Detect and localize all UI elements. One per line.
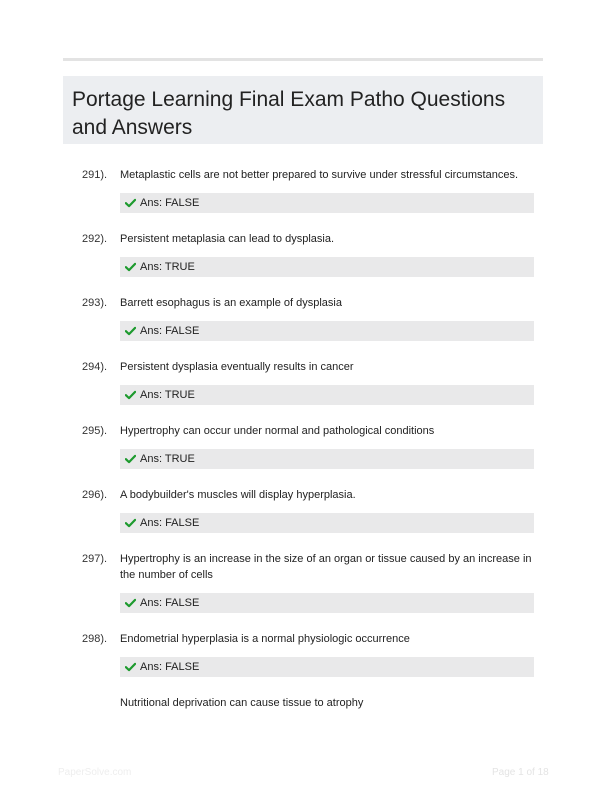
question-row (63, 631, 543, 647)
footer-page-number: Page 1 of 18 (492, 767, 549, 778)
question-number: 295). (82, 425, 108, 437)
question-item (63, 295, 543, 341)
checkmark-icon (125, 326, 136, 336)
answer-text: Ans: FALSE (140, 517, 200, 529)
answer-box (120, 257, 534, 277)
question-text: Endometrial hyperplasia is a normal physiologic occurrence (120, 633, 410, 645)
checkmark-icon (125, 662, 136, 672)
question-text: Metaplastic cells are not better prepared to survive under stressful circumstances. (120, 169, 519, 181)
answer-box (120, 449, 534, 469)
question-row (63, 359, 543, 375)
question-number: 291). (82, 169, 108, 181)
answer-box (120, 513, 534, 533)
answer-text: Ans: FALSE (140, 661, 200, 673)
answer-box (120, 193, 534, 213)
question-item (63, 631, 543, 677)
question-text: Barrett esophagus is an example of dysplasia (120, 297, 342, 309)
checkmark-icon (125, 390, 136, 400)
question-text: Persistent dysplasia eventually results in cancer (120, 361, 354, 373)
checkmark-icon (125, 198, 136, 208)
question-item (63, 551, 543, 613)
top-divider (63, 58, 543, 61)
question-item (63, 231, 543, 277)
next-question-text: Nutritional deprivation can cause tissue to atrophy (120, 697, 364, 709)
question-number: 294). (82, 361, 108, 373)
question-text: Persistent metaplasia can lead to dysplasia. (120, 233, 335, 245)
question-item (63, 359, 543, 405)
question-text: Hypertrophy can occur under normal and pathological conditions (120, 425, 435, 437)
question-row (63, 167, 543, 183)
question-row (63, 487, 543, 503)
question-item (63, 487, 543, 533)
question-row (63, 551, 543, 583)
question-number: 292). (82, 233, 108, 245)
question-number: 298). (82, 633, 108, 645)
question-item (63, 167, 543, 213)
answer-text: Ans: FALSE (140, 197, 200, 209)
question-number: 296). (82, 489, 108, 501)
question-row (63, 231, 543, 247)
answer-box (120, 657, 534, 677)
page-title: Portage Learning Final Exam Patho Questions and Answers (72, 88, 506, 139)
question-text: Hypertrophy is an increase in the size of an organ or tissue caused by an increase in the number of cells (120, 553, 532, 581)
answer-text: Ans: FALSE (140, 597, 200, 609)
question-row (63, 295, 543, 311)
question-list (63, 167, 543, 711)
answer-text: Ans: TRUE (140, 389, 195, 401)
checkmark-icon (125, 598, 136, 608)
answer-text: Ans: TRUE (140, 453, 195, 465)
title-banner (63, 76, 543, 144)
question-item (63, 423, 543, 469)
checkmark-icon (125, 518, 136, 528)
question-text: A bodybuilder's muscles will display hyperplasia. (120, 489, 356, 501)
question-number: 297). (82, 553, 108, 565)
checkmark-icon (125, 262, 136, 272)
answer-box (120, 385, 534, 405)
question-row (63, 423, 543, 439)
answer-text: Ans: TRUE (140, 261, 195, 273)
footer-site: PaperSolve.com (58, 767, 132, 778)
answer-text: Ans: FALSE (140, 325, 200, 337)
answer-box (120, 593, 534, 613)
checkmark-icon (125, 454, 136, 464)
answer-box (120, 321, 534, 341)
question-number: 293). (82, 297, 108, 309)
